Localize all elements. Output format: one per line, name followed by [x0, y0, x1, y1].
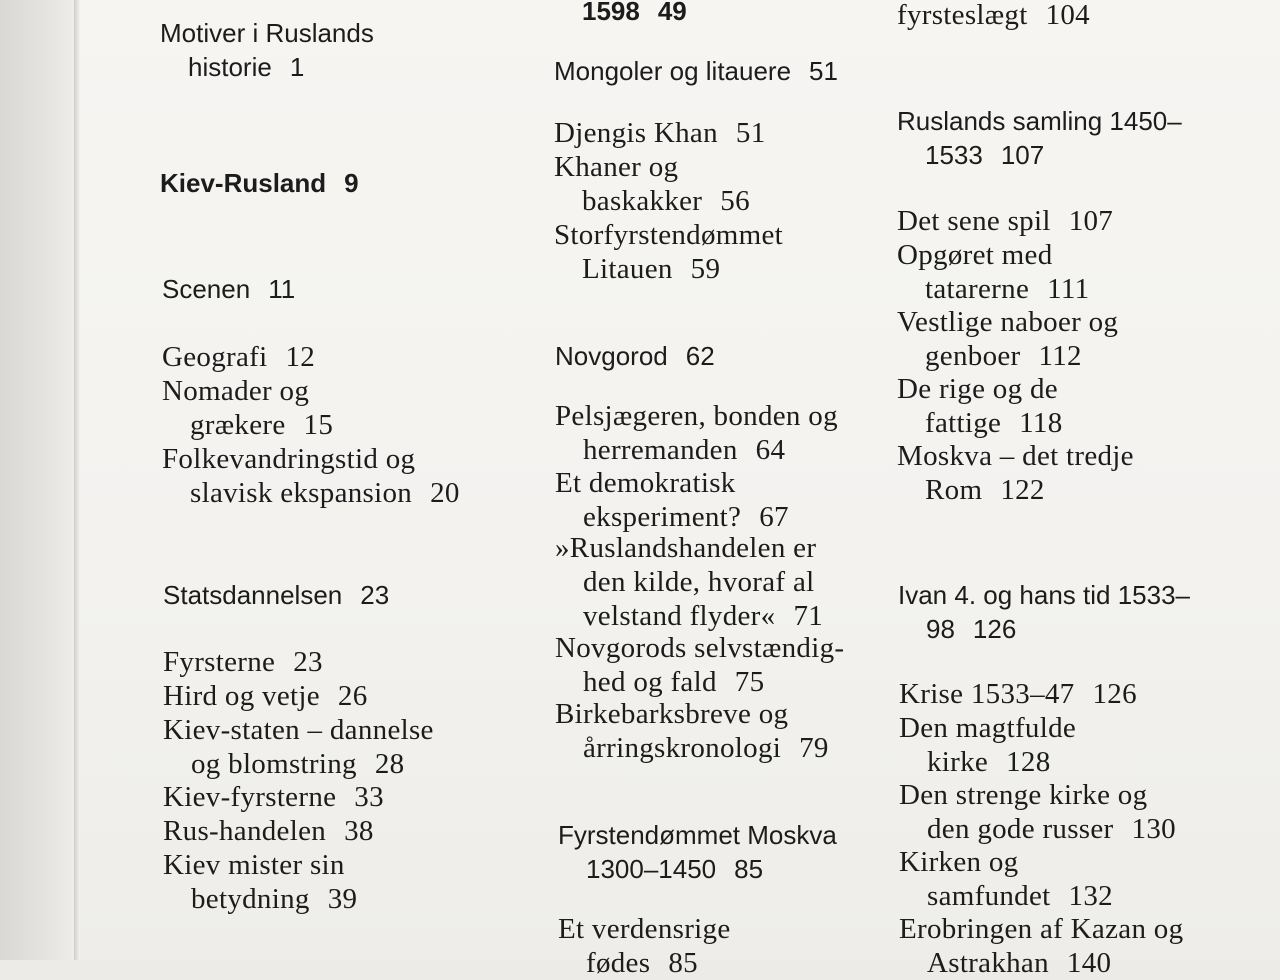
toc-entry-line	[162, 272, 295, 306]
toc-page-number: 23	[360, 580, 390, 610]
toc-entry-title: Folkevandringstid og	[162, 443, 416, 475]
toc-entry-title: Astrakhan	[927, 947, 1049, 979]
toc-entry-line	[555, 665, 844, 699]
toc-entry-title: Kiev-Rusland	[160, 168, 327, 198]
toc-entry-title: Djengis Khan	[554, 117, 718, 149]
toc-entry-line	[163, 780, 384, 814]
toc-entry-title: fødes	[586, 947, 651, 979]
toc-entry-line	[897, 238, 1089, 272]
toc-entry-line	[163, 848, 357, 882]
toc-entry	[163, 578, 389, 612]
toc-entry	[555, 631, 844, 699]
toc-entry	[554, 150, 750, 218]
toc-page-number: 130	[1131, 813, 1176, 845]
toc-entry-line	[554, 184, 750, 218]
toc-page-number: 132	[1068, 880, 1113, 912]
toc-entry	[555, 466, 789, 534]
toc-page-number: 1	[289, 52, 305, 82]
toc-entry	[163, 780, 384, 814]
toc-entry-line	[162, 374, 333, 408]
toc-entry-line	[163, 814, 374, 848]
toc-entry-line	[163, 645, 323, 679]
toc-entry-title: Hird og vetje	[163, 680, 320, 712]
toc-entry-title: genboer	[925, 340, 1021, 372]
toc-entry-title: eksperiment?	[583, 501, 742, 533]
toc-entry	[163, 679, 368, 713]
toc-entry-line	[555, 339, 715, 373]
toc-entry-title: 98	[926, 614, 955, 644]
toc-entry-title: Erobringen af Kazan og	[899, 913, 1184, 945]
toc-page-number: 85	[668, 947, 698, 979]
toc-entry	[554, 218, 783, 286]
toc-page-number: 51	[735, 117, 766, 149]
toc-entry-line	[555, 433, 838, 467]
toc-entry-line	[558, 946, 731, 980]
toc-entry-line	[899, 946, 1183, 980]
toc-entry-title: historie	[188, 52, 272, 82]
toc-entry-line	[897, 406, 1063, 440]
toc-entry	[899, 912, 1183, 980]
toc-entry-line	[555, 731, 829, 765]
toc-entry-title: Kiev mister sin	[163, 849, 345, 881]
toc-entry-title: Den magtfulde	[899, 712, 1077, 744]
toc-entry-line	[899, 912, 1183, 946]
toc-entry	[897, 439, 1134, 507]
toc-entry	[160, 16, 374, 84]
toc-entry	[163, 645, 323, 679]
toc-entry	[163, 848, 357, 916]
toc-page-number: 111	[1047, 273, 1090, 305]
toc-page-number: 71	[793, 600, 824, 632]
toc-entry-title: Fyrstendømmet Moskva	[558, 820, 837, 850]
toc-page-number: 20	[430, 477, 460, 509]
toc-page-number: 59	[690, 253, 721, 285]
toc-entry-line	[555, 399, 838, 433]
toc-entry-title: 1598	[582, 0, 640, 26]
toc-page-number: 126	[972, 614, 1017, 644]
toc-entry-line	[160, 50, 374, 84]
toc-entry-line	[555, 599, 823, 633]
toc-entry	[897, 372, 1063, 440]
toc-page-number: 140	[1066, 947, 1112, 979]
toc-page-number: 107	[1068, 205, 1114, 237]
toc-entry-title: betydning	[191, 883, 310, 915]
toc-entry-title: slavisk ekspansion	[190, 477, 413, 509]
toc-entry-title: Novgorod	[555, 341, 668, 371]
toc-entry-line	[558, 818, 837, 852]
toc-entry-line	[163, 578, 389, 612]
toc-entry-title: fattige	[925, 407, 1002, 439]
toc-page-number: 38	[344, 815, 374, 847]
toc-page-number: 62	[685, 341, 715, 371]
toc-entry-title: Khaner og	[554, 151, 679, 183]
toc-entry-line	[163, 679, 368, 713]
toc-entry-line	[897, 104, 1182, 138]
toc-page-number: 15	[303, 409, 334, 441]
toc-page-number: 56	[720, 185, 750, 217]
toc-entry	[162, 374, 333, 442]
toc-entry-line	[162, 476, 460, 510]
toc-entry-line	[899, 745, 1076, 779]
toc-entry-line	[555, 697, 829, 731]
toc-page-number: 49	[657, 0, 687, 26]
toc-page-number: 51	[809, 56, 838, 86]
toc-entry	[582, 0, 687, 28]
toc-entry-title: samfundet	[927, 880, 1051, 912]
toc-entry-title: Fyrsterne	[163, 646, 276, 678]
toc-entry-line	[899, 778, 1176, 812]
toc-page-number: 39	[327, 883, 358, 915]
toc-entry-title: 1533	[925, 140, 983, 170]
toc-entry	[897, 104, 1182, 172]
toc-page-number: 33	[354, 781, 384, 813]
toc-page-number: 107	[1000, 140, 1045, 170]
toc-page-number: 75	[734, 666, 765, 698]
toc-entry-line	[897, 473, 1134, 507]
toc-entry-line	[163, 713, 434, 747]
toc-entry-title: kirke	[927, 746, 989, 778]
toc-entry-title: Ivan 4. og hans tid 1533–	[898, 580, 1191, 610]
toc-entry-line	[897, 0, 1090, 32]
toc-entry-line	[555, 565, 823, 599]
toc-page-number: 118	[1019, 407, 1063, 439]
toc-entry	[898, 578, 1190, 646]
toc-page-number: 126	[1092, 678, 1137, 710]
toc-entry	[558, 912, 731, 980]
toc-entry-line	[555, 466, 789, 500]
toc-entry-line	[555, 531, 823, 565]
toc-page-number: 26	[337, 680, 368, 712]
toc-entry-line	[897, 305, 1118, 339]
toc-entry-line	[899, 711, 1076, 745]
toc-entry	[555, 399, 838, 467]
toc-entry-line	[554, 218, 783, 252]
toc-entry-title: Kiev-staten – dannelse	[163, 714, 434, 746]
toc-page-number: 23	[293, 646, 323, 678]
toc-entry	[555, 697, 829, 765]
toc-entry	[160, 166, 359, 200]
toc-entry-title: Statsdannelsen	[163, 580, 343, 610]
toc-entry-title: Litauen	[582, 253, 673, 285]
toc-entry-line	[555, 631, 844, 665]
toc-entry-line	[582, 0, 687, 28]
toc-entry-line	[899, 812, 1176, 846]
toc-page-number: 67	[759, 501, 789, 533]
toc-page-number: 79	[799, 732, 829, 764]
toc-page-number: 28	[374, 748, 405, 780]
toc-entry-title: 1300–1450	[586, 854, 717, 884]
toc-page-number: 64	[755, 434, 786, 466]
toc-entry-line	[163, 747, 434, 781]
toc-entry-line	[898, 578, 1190, 612]
toc-entry-line	[160, 166, 359, 200]
toc-entry-title: Ruslands samling 1450–	[897, 106, 1182, 136]
toc-entry-title: Geografi	[162, 341, 268, 373]
toc-entry-line	[554, 116, 766, 150]
toc-entry-line	[160, 16, 374, 50]
toc-page-number: 104	[1045, 0, 1090, 31]
toc-entry-title: velstand flyder«	[583, 600, 776, 632]
toc-entry-line	[162, 408, 333, 442]
toc-entry-line	[897, 339, 1118, 373]
toc-entry-title: Det sene spil	[897, 205, 1051, 237]
toc-entry-line	[897, 272, 1089, 306]
toc-entry-title: Krise 1533–47	[899, 678, 1075, 710]
toc-entry-line	[897, 138, 1182, 172]
toc-entry-title: Et verdensrige	[558, 913, 731, 945]
toc-entry-title: Motiver i Ruslands	[160, 18, 374, 48]
toc-entry-title: Kiev-fyrsterne	[163, 781, 337, 813]
toc-entry-title: Moskva – det tredje	[897, 440, 1134, 472]
toc-entry-title: den gode russer	[927, 813, 1114, 845]
toc-entry-title: Nomader og	[162, 375, 310, 407]
left-page-edge	[0, 0, 78, 960]
toc-entry	[555, 339, 715, 373]
toc-page-number: 122	[1000, 474, 1045, 506]
toc-entry-title: baskakker	[582, 185, 703, 217]
toc-page-number: 12	[285, 341, 316, 373]
toc-entry-title: grækere	[190, 409, 286, 441]
toc-page-number: 85	[734, 854, 764, 884]
toc-entry-line	[899, 677, 1137, 711]
toc-entry-title: Mongoler og litauere	[554, 56, 792, 86]
toc-entry-line	[899, 845, 1113, 879]
toc-entry-title: herremanden	[583, 434, 738, 466]
toc-entry	[163, 814, 374, 848]
toc-entry-line	[162, 442, 460, 476]
toc-entry	[899, 711, 1076, 779]
toc-entry-title: Den strenge kirke og	[899, 779, 1148, 811]
toc-entry-title: den kilde, hvoraf al	[583, 566, 815, 598]
toc-entry-title: Rus-handelen	[163, 815, 327, 847]
toc-entry-line	[899, 879, 1113, 913]
toc-entry-title: tatarerne	[925, 273, 1030, 305]
toc-entry-title: fyrsteslægt	[897, 0, 1028, 31]
toc-entry	[897, 305, 1118, 373]
toc-entry	[554, 116, 766, 150]
toc-page-number: 9	[344, 168, 359, 198]
toc-entry-title: Scenen	[162, 274, 251, 304]
toc-entry-title: Et demokratisk	[555, 467, 736, 499]
toc-entry-line	[555, 500, 789, 534]
toc-entry-title: Opgøret med	[897, 239, 1053, 271]
toc-entry-line	[897, 372, 1063, 406]
toc-entry-line	[163, 882, 357, 916]
toc-entry-line	[554, 54, 838, 88]
toc-entry-line	[554, 252, 783, 286]
toc-entry	[163, 713, 434, 781]
toc-entry	[162, 272, 295, 306]
toc-entry-title: og blomstring	[191, 748, 357, 780]
toc-entry	[899, 677, 1137, 711]
toc-entry	[555, 531, 823, 633]
toc-entry-line	[897, 204, 1113, 238]
toc-entry-title: hed og fald	[583, 666, 717, 698]
toc-entry	[558, 818, 837, 886]
toc-entry-title: Pelsjægeren, bonden og	[555, 400, 838, 432]
toc-entry	[162, 340, 315, 374]
toc-entry	[899, 778, 1176, 846]
toc-entry-title: Kirken og	[899, 846, 1019, 878]
toc-entry-title: Rom	[925, 474, 983, 506]
toc-entry	[899, 845, 1113, 913]
toc-entry-title: De rige og de	[897, 373, 1058, 405]
toc-entry-line	[898, 612, 1190, 646]
toc-entry	[897, 0, 1090, 32]
toc-entry-title: Storfyrstendømmet	[554, 219, 784, 251]
toc-entry-title: »Ruslandshandelen er	[555, 532, 817, 564]
toc-entry-line	[558, 912, 731, 946]
toc-entry-title: Vestlige naboer og	[897, 306, 1119, 338]
toc-entry	[554, 54, 838, 88]
toc-entry-line	[162, 340, 315, 374]
toc-entry	[162, 442, 460, 510]
toc-entry-title: Birkebarksbreve og	[555, 698, 789, 730]
toc-entry-line	[554, 150, 750, 184]
toc-entry	[897, 204, 1113, 238]
toc-entry-line	[558, 852, 837, 886]
toc-entry	[897, 238, 1089, 306]
toc-page-number: 128	[1006, 746, 1051, 778]
toc-page-number: 11	[268, 274, 296, 304]
toc-page-number: 112	[1038, 340, 1082, 372]
toc-entry-title: Novgorods selvstændig-	[555, 632, 845, 664]
toc-entry-line	[897, 439, 1134, 473]
toc-entry-title: årringskronologi	[583, 732, 782, 764]
